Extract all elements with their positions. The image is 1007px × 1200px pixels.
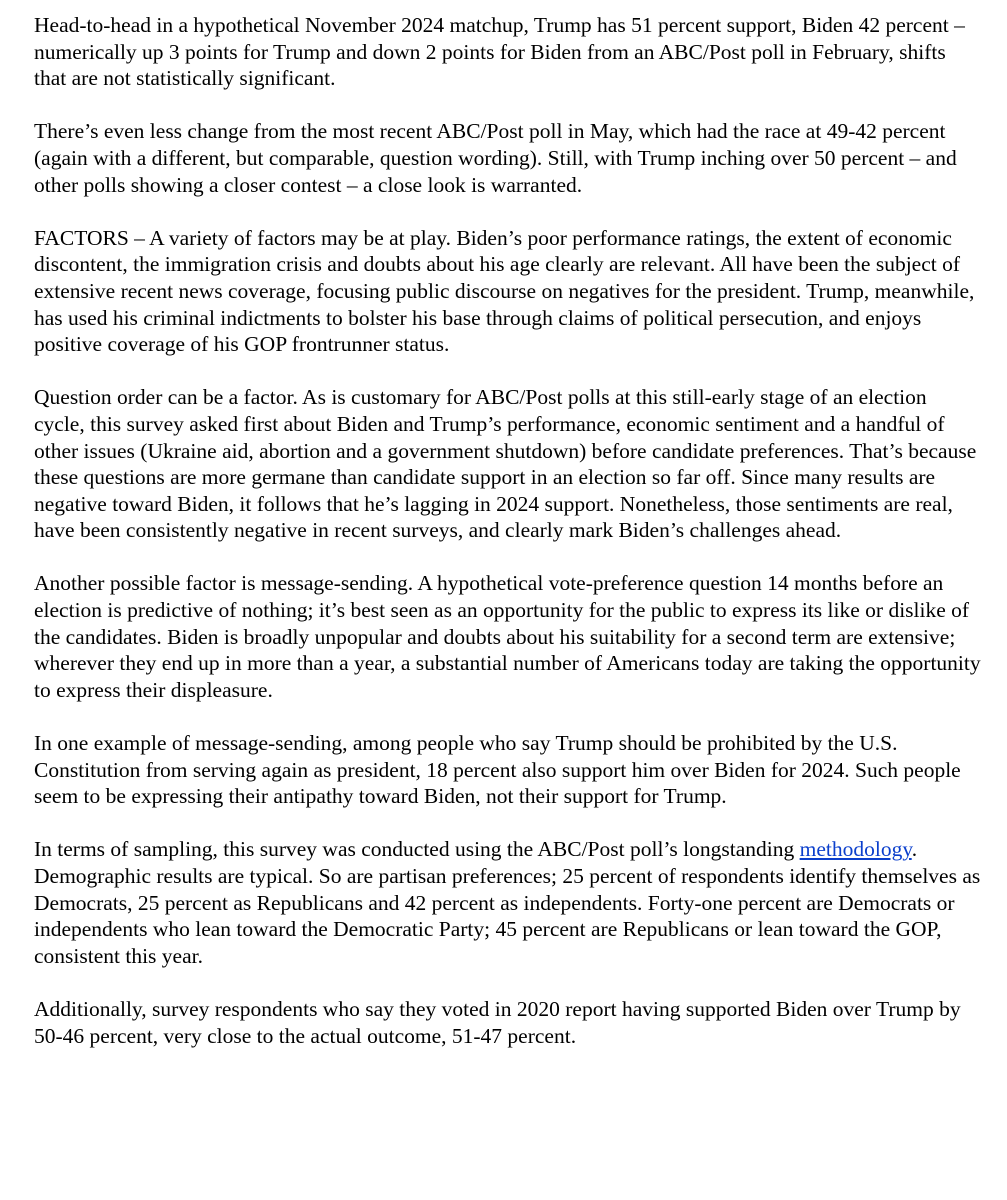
paragraph-additionally: Additionally, survey respondents who say they voted in 2020 report having supported Biden over Trump by 50-46 percent, very close to the actual outcome, 51-47 percent.: [34, 996, 961, 1048]
paragraph-may-poll: There’s even less change from the most recent ABC/Post poll in May, which had the race at 49-42 percent (again with a different, but comparable, question wording). Still, with Trump inching over 50 percent – and other polls showing a closer contest – a close look is warranted.: [34, 119, 957, 197]
paragraph-sampling: [34, 836, 981, 969]
methodology-link[interactable]: methodology: [799, 837, 912, 862]
sampling-text-after: . Demographic results are typical. So are partisan preferences; 25 percent of respondents identify themselves as Democrats, 25 percent as Republicans and 42 percent as independents. Forty-one percent are Democrats or independents who lean toward the Democratic Party; 45 percent are Republicans or lean toward the GOP, consistent this year.: [34, 837, 981, 968]
paragraph-question-order: Question order can be a factor. As is customary for ABC/Post polls at this still-early stage of an election cycle, this survey asked first about Biden and Trump’s performance, economic sentiment and a handful of other issues (Ukraine aid, abortion and a government shutdown) before candidate preferences. That’s because these questions are more germane than candidate support in an election so far off. Since many results are negative toward Biden, it follows that he’s lagging in 2024 support. Nonetheless, those sentiments are real, have been consistently negative in recent surveys, and clearly mark Biden’s challenges ahead.: [34, 385, 977, 543]
paragraph-example: In one example of message-sending, among people who say Trump should be prohibited by the U.S. Constitution from serving again as president, 18 percent also support him over Biden for 2024. Such people seem to be expressing their antipathy toward Biden, not their support for Trump.: [34, 731, 961, 809]
paragraph-factors: FACTORS – A variety of factors may be at play. Biden’s poor performance ratings, the extent of economic discontent, the immigration crisis and doubts about his age clearly are relevant. All have been the subject of extensive recent news coverage, focusing public discourse on negatives for the president. Trump, meanwhile, has used his criminal indictments to bolster his base through claims of political persecution, and enjoys positive coverage of his GOP frontrunner status.: [34, 225, 975, 357]
paragraph-matchup: Head-to-head in a hypothetical November 2024 matchup, Trump has 51 percent support, Biden 42 percent – numerically up 3 points for Trump and down 2 points for Biden from an ABC/Post poll in February, shifts that are not statistically significant.: [34, 13, 965, 91]
paragraph-message-sending: Another possible factor is message-sending. A hypothetical vote-preference question 14 months before an election is predictive of nothing; it’s best seen as an opportunity for the public to express its like or dislike of the candidates. Biden is broadly unpopular and doubts about his suitability for a second term are extensive; wherever they end up in more than a year, a substantial number of Americans today are taking the opportunity to express their displeasure.: [34, 571, 981, 702]
sampling-text-before: In terms of sampling, this survey was conducted using the ABC/Post poll’s longstanding: [34, 837, 800, 862]
